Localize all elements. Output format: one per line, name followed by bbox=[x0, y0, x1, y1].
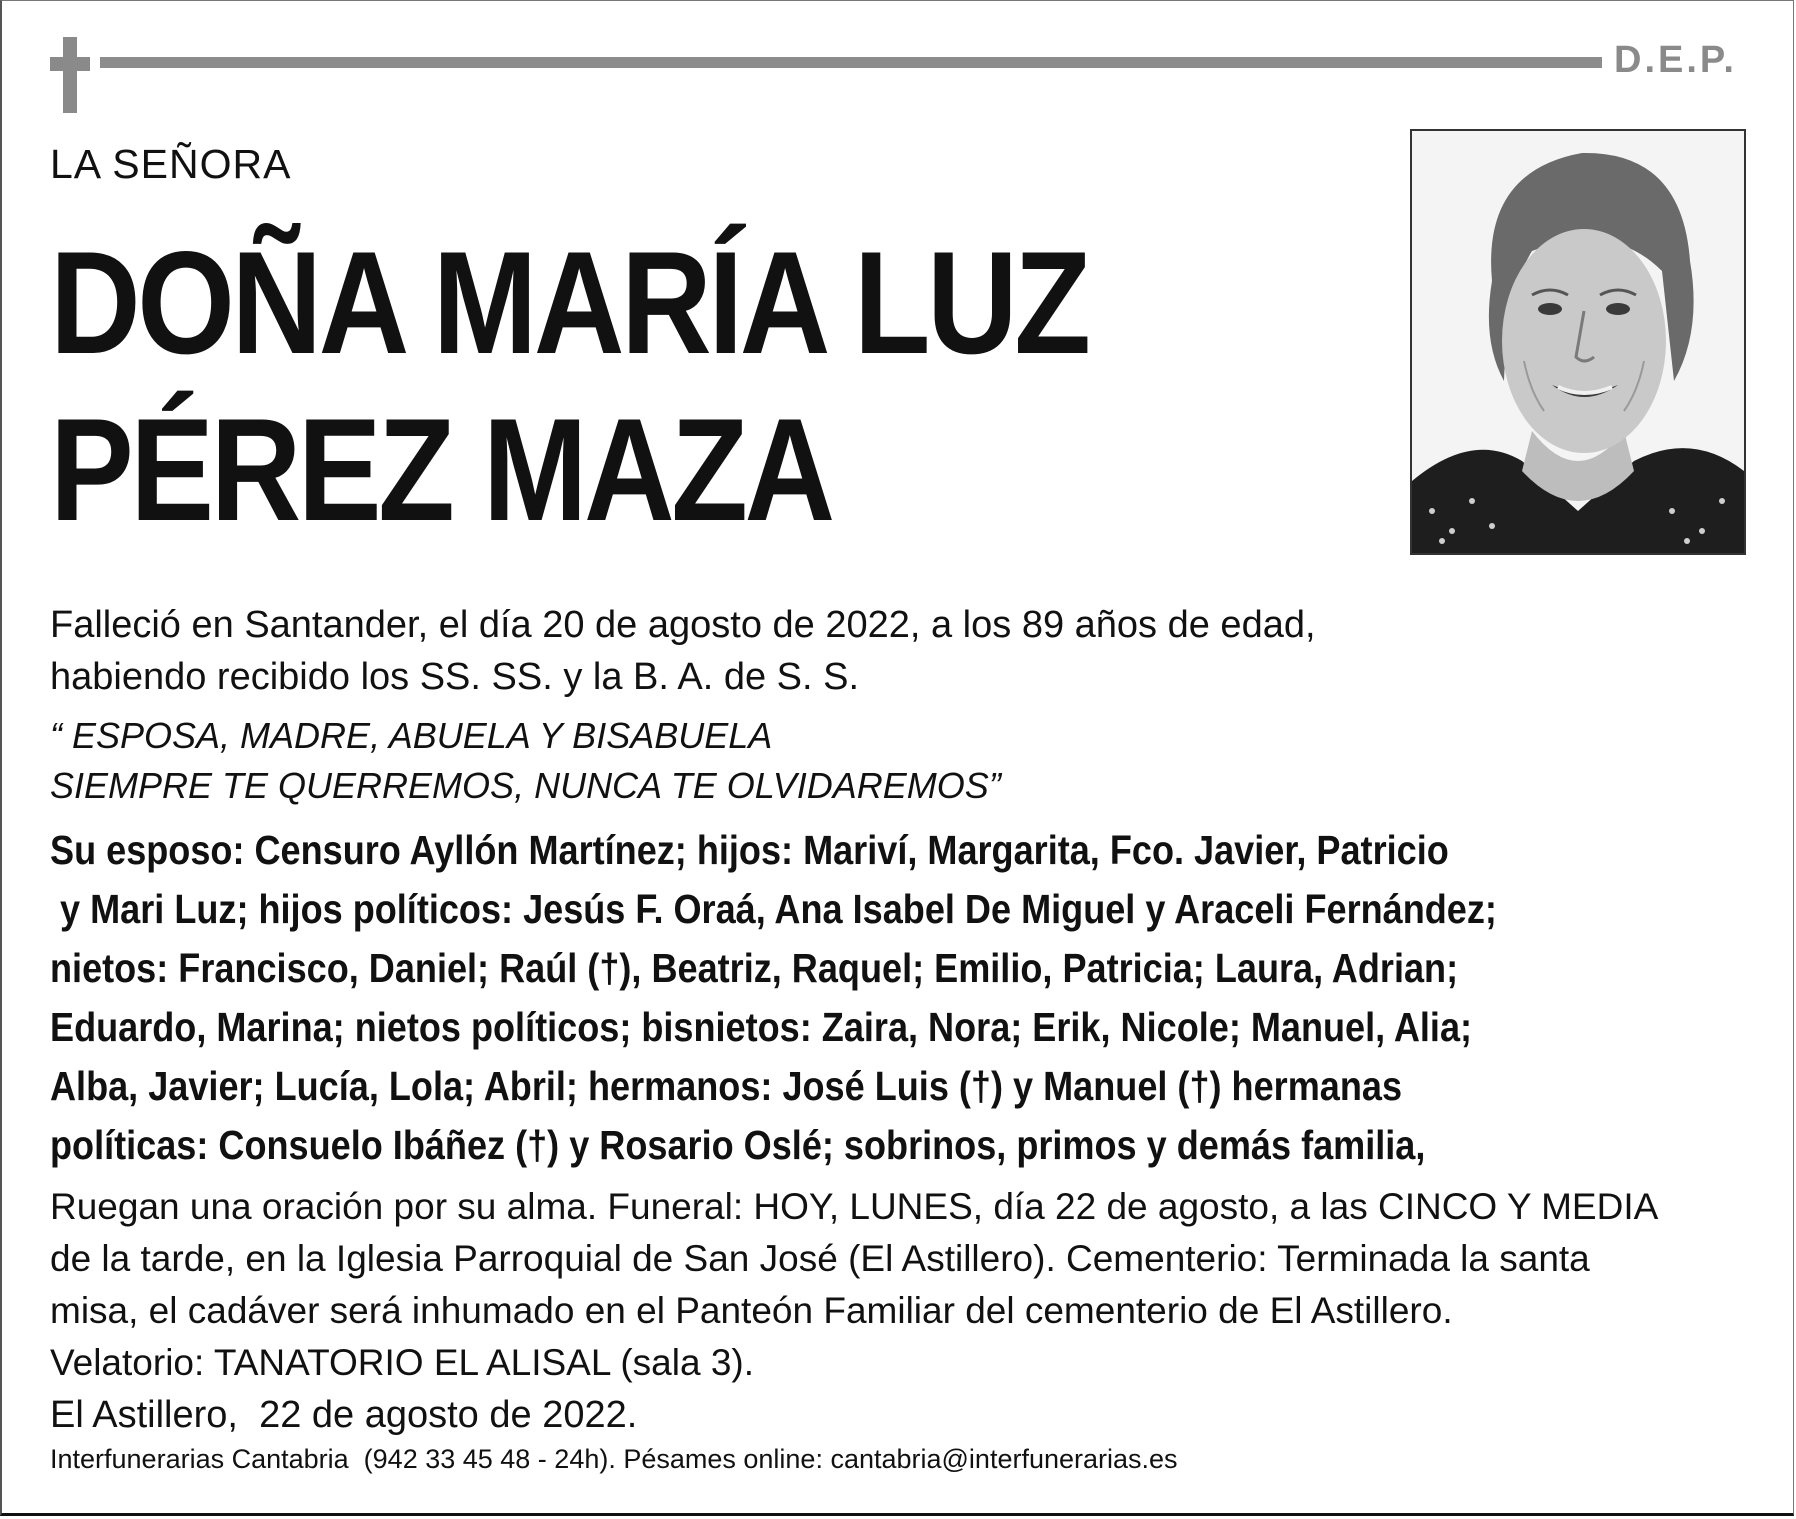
family-line: y Mari Luz; hijos políticos: Jesús F. Oraá, Ana Isabel De Miguel y Araceli Fernández; bbox=[50, 886, 1497, 932]
funeral-line: Ruegan una oración por su alma. Funeral: HOY, LUNES, día 22 de agosto, a las CINCO Y MEDIA bbox=[50, 1186, 1659, 1227]
family-list bbox=[50, 821, 1740, 1175]
family-line: políticas: Consuelo Ibáñez (†) y Rosario Oslé; sobrinos, primos y demás familia, bbox=[50, 1122, 1426, 1168]
dep-label: D.E.P. bbox=[1614, 39, 1737, 81]
portrait-image bbox=[1412, 131, 1744, 553]
funeral-line: misa, el cadáver será inhumado en el Panteón Familiar del cementerio de El Astillero. bbox=[50, 1290, 1453, 1331]
family-line: Eduardo, Marina; nietos políticos; bisnietos: Zaira, Nora; Erik, Nicole; Manuel, Alia; bbox=[50, 1004, 1473, 1050]
name-line-2: PÉREZ MAZA bbox=[50, 388, 832, 551]
death-line-1: Falleció en Santander, el día 20 de agosto de 2022, a los 89 años de edad, bbox=[50, 604, 1316, 646]
name-line-1: DOÑA MARÍA LUZ bbox=[50, 221, 1088, 384]
deceased-name bbox=[50, 219, 1088, 553]
place-and-date: El Astillero, 22 de agosto de 2022. bbox=[50, 1394, 638, 1436]
funeral-home-footer: Interfunerarias Cantabria (942 33 45 48 - 24h). Pésames online: cantabria@interfunerarias.es bbox=[50, 1444, 1178, 1474]
death-line-2: habiendo recibido los SS. SS. y la B. A. de S. S. bbox=[50, 656, 860, 698]
memorial-quote bbox=[50, 711, 1001, 811]
latin-cross-icon bbox=[50, 37, 90, 113]
quote-line-1: “ ESPOSA, MADRE, ABUELA Y BISABUELA bbox=[50, 715, 773, 756]
family-line: Alba, Javier; Lucía, Lola; Abril; hermanos: José Luis (†) y Manuel (†) hermanas bbox=[50, 1063, 1403, 1109]
quote-line-2: SIEMPRE TE QUERREMOS, NUNCA TE OLVIDAREMOS” bbox=[50, 765, 1001, 806]
funeral-line: Velatorio: TANATORIO EL ALISAL (sala 3). bbox=[50, 1342, 754, 1383]
family-line: Su esposo: Censuro Ayllón Martínez; hijos: Mariví, Margarita, Fco. Javier, Patricio bbox=[50, 827, 1449, 873]
header-rule bbox=[100, 57, 1602, 68]
family-line: nietos: Francisco, Daniel; Raúl (†), Beatriz, Raquel; Emilio, Patricia; Laura, Adrian; bbox=[50, 945, 1459, 991]
funeral-line: de la tarde, en la Iglesia Parroquial de San José (El Astillero). Cementerio: Terminada la santa bbox=[50, 1238, 1590, 1279]
honorific-intro: LA SEÑORA bbox=[50, 141, 292, 187]
portrait-photo bbox=[1410, 129, 1746, 555]
funeral-details bbox=[50, 1181, 1658, 1389]
death-statement bbox=[50, 599, 1316, 703]
